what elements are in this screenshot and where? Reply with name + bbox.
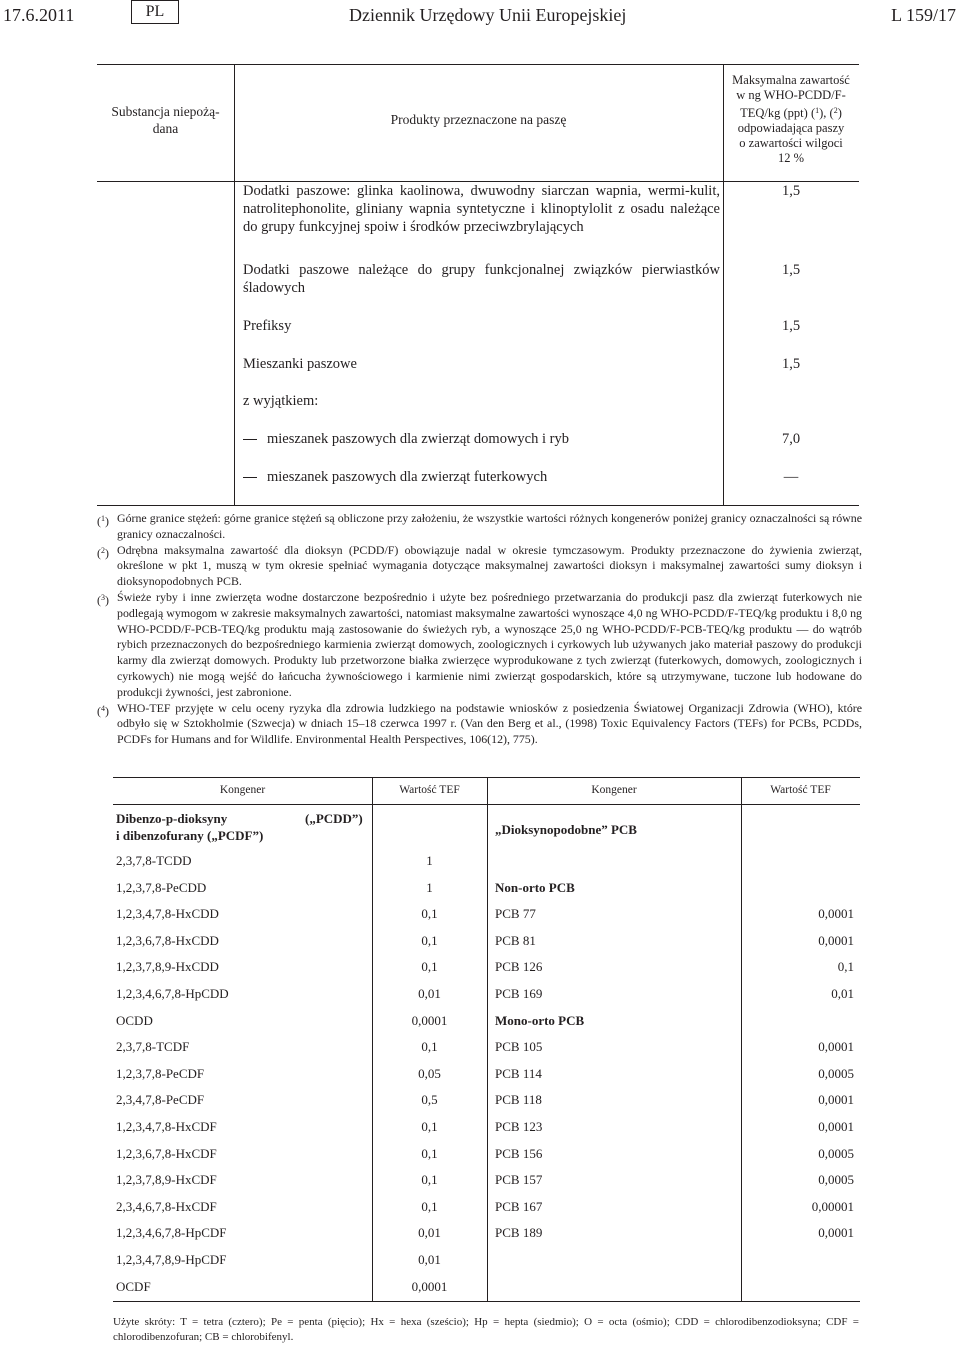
tef-value: 0,1: [421, 1172, 438, 1188]
page-header: [0, 0, 960, 34]
header-divider: [113, 804, 860, 805]
tef-value: 0,0005: [818, 1172, 854, 1188]
header-divider: [97, 181, 859, 182]
tef-value: 0,01: [418, 986, 441, 1001]
value-cell: 1,5: [781, 318, 801, 334]
value-cell: 1,5: [781, 183, 801, 199]
dash-marker: [243, 439, 257, 440]
header-max-content: Maksymalna zawartość w ng WHO-PCDD/F- TEQ/kg (ppt) ($^1$), ($^2$) odpowiadająca paszy o zawartości wilgoci 12 %: [732, 73, 850, 165]
dash-marker: [243, 477, 257, 478]
tef-value: 0,0001: [411, 1012, 448, 1028]
value-cell: 1,5: [781, 262, 801, 278]
header-tef-right: Wartość TEF: [770, 784, 831, 796]
congener-name: PCB 81: [495, 932, 536, 948]
tef-value: 0,0001: [818, 932, 854, 948]
congener-name: PCB 169: [495, 986, 543, 1001]
page-number: L 159/17: [891, 5, 956, 25]
product-cell: z wyjątkiem:: [243, 393, 319, 409]
congener-name: PCB 156: [495, 1145, 543, 1161]
footnote: ($^4$) WHO-TEF przyjęte w celu oceny ryzyka dla zdrowia ludzkiego na podstawie wniosków z posiedzenia Światowej Organizacji Zdrowia (WHO), które odbyło się w Sztokholmie (Szwecja) w dniach 15–18 czerwca 1997 r. (Van den Berg et al., (1998) Toxic Equivalency Factors (TEFs) for PCBs, PCDDs, PCDFs for Humans and for Wildlife. Environmental Health Perspectives, 106(12), 775).: [97, 700, 862, 747]
column-divider: [234, 65, 235, 505]
tef-value: 1: [426, 879, 433, 895]
tef-value: 0,1: [421, 906, 438, 922]
congener-name: PCB 118: [495, 1092, 542, 1108]
abbreviations-note: Użyte skróty: T = tetra (cztero); Pe = penta (pięcio); Hx = hexa (sześcio); Hp = hepta (siedmio); O = octa (ośmio); CDD = chlorodibenzodioksyna; CDF = chlorodibenzofuran; CB = chlorobifenyl.: [113, 1316, 859, 1343]
tef-table: [113, 777, 860, 1302]
congener-name: 1,2,3,7,8-PeCDD: [116, 879, 207, 895]
language-badge: PL: [131, 0, 179, 24]
column-divider: [487, 778, 488, 1301]
congener-name: 1,2,3,7,8-PeCDF: [116, 1065, 205, 1081]
tef-value: 0,0001: [818, 1039, 854, 1055]
header-congener-right: Kongener: [591, 784, 637, 796]
footnote: ($^2$) Odrębna maksymalna zawartość dla dioksyn (PCDD/F) obowiązuje nadal w okresie tymczasowym. Produkty przeznaczone do żywienia zwierząt, określone w pkt 1, muszą w tym okresie spełniać wymagania dotyczące maksymalnej zawartości dioksyn i maksymalnej zawartości sumy dioksyn i dioksynopodobnych PCB.: [97, 542, 862, 589]
congener-name: 2,3,7,8-TCDF: [116, 1039, 190, 1055]
tef-value: 0,00001: [811, 1198, 854, 1214]
product-cell: mieszanek paszowych dla zwierząt futerkowych: [243, 469, 720, 487]
congener-name: 1,2,3,7,8,9-HxCDF: [116, 1172, 217, 1188]
congener-name: PCB 189: [495, 1225, 543, 1241]
header-products: Produkty przeznaczone na paszę: [390, 112, 567, 127]
tef-value: 1: [426, 853, 433, 868]
congener-name: PCB 105: [495, 1039, 543, 1055]
tef-value: 0,1: [421, 959, 438, 975]
congener-name: 1,2,3,6,7,8-HxCDD: [116, 932, 219, 948]
congener-name: 1,2,3,7,8,9-HxCDD: [116, 959, 219, 975]
congener-name: PCB 157: [495, 1172, 543, 1188]
publication-date: 17.6.2011: [3, 5, 75, 25]
group-label: Mono-orto PCB: [495, 1012, 585, 1028]
tef-value: 0,0001: [818, 1092, 854, 1108]
footnote: ($^3$) Świeże ryby i inne zwierzęta wodne dostarczone bezpośrednio i użyte bez pośredniego przetwarzania do produkcji pasz dla zwierząt futerkowych nie podlegają wymogom w zakresie maksymalnych zawartości, natomiast maksymalne zawartości wynoszące 4,0 ng WHO-PCDD/F-TEQ/kg produktu i 8,0 ng WHO-PCDD/F-PCB-TEQ/kg produktu mają zastosowanie do świeżych ryb, a wynoszące 25,0 ng WHO-PCDD/F-PCB-TEQ/kg produktu — do wątrób rybich przeznaczonych do bezpośredniego karmienia zwierząt domowych, zoologicznych i cyrkowych lub używanych jako materiał paszowy do produkcji karmy dla zwierząt domowych. Produkty lub przetworzone białka zwierzęce wyprodukowane z tych zwierząt (futerkowych, domowych, zoologicznych i cyrkowych) nie mogą wejść do łańcucha żywnościowego i karmienie nimi zwierząt gospodarskich, które są utrzymywane, tuczone lub hodowane do produkcji żywności, jest zabronione.: [97, 589, 862, 699]
tef-value: 0,01: [418, 1252, 441, 1267]
tef-value: 0,1: [837, 959, 854, 975]
congener-name: PCB 126: [495, 959, 543, 975]
congener-name: PCB 167: [495, 1198, 543, 1214]
product-cell: Dodatki paszowe należące do grupy funkcjonalnej związków pierwiastków śladowych: [243, 262, 720, 296]
congener-name: 2,3,4,6,7,8-HxCDF: [116, 1198, 217, 1214]
tef-value: 0,0001: [818, 1225, 854, 1241]
congener-name: PCB 114: [495, 1065, 542, 1081]
tef-value: 0,1: [421, 1119, 438, 1134]
product-cell: Dodatki paszowe: glinka kaolinowa, dwuwodny siarczan wapnia, wermi-kulit, natrolitephonolite, gliniany wapnia syntetyczne i klinoptylolit z osadu należące do grupy funkcyjnej spoiw i środków przeciwzbrylających: [243, 183, 720, 235]
congener-name: 1,2,3,4,7,8,9-HpCDF: [116, 1252, 227, 1267]
congener-name: 2,3,4,7,8-PeCDF: [116, 1092, 205, 1108]
congener-name: 1,2,3,4,7,8-HxCDD: [116, 906, 219, 922]
product-cell: Mieszanki paszowe: [243, 356, 357, 372]
congener-name: OCDD: [116, 1012, 153, 1028]
tef-value: 0,0005: [818, 1145, 854, 1161]
header-substance: Substancja niepożą- dana: [111, 104, 220, 136]
header-tef-left: Wartość TEF: [399, 784, 460, 796]
congener-name: OCDF: [116, 1278, 151, 1294]
congener-name: 2,3,7,8-TCDD: [116, 853, 192, 868]
footnote: ($^1$) Górne granice stężeń: górne granice stężeń są obliczone przy założeniu, że wszystkie wartości różnych kongenerów poniżej granicy oznaczalności są równe granicy oznaczalności.: [97, 511, 862, 541]
congener-name: 1,2,3,4,6,7,8-HpCDF: [116, 1225, 227, 1241]
value-cell: —: [783, 469, 799, 485]
max-content-table: [97, 64, 859, 506]
value-cell: 7,0: [781, 431, 801, 447]
group-label: Non-orto PCB: [495, 879, 575, 895]
congener-name: PCB 123: [495, 1119, 543, 1134]
tef-value: 0,1: [421, 1145, 438, 1161]
tef-value: 0,0001: [411, 1278, 448, 1294]
tef-value: 0,05: [418, 1065, 441, 1081]
footnotes: [97, 511, 862, 748]
tef-value: 0,0001: [818, 1119, 854, 1134]
tef-value: 0,1: [421, 1198, 438, 1214]
congener-name: 1,2,3,4,6,7,8-HpCDD: [116, 986, 229, 1001]
congener-name: PCB 77: [495, 906, 536, 922]
tef-value: 0,0001: [818, 906, 854, 922]
tef-value: 0,0005: [818, 1065, 854, 1081]
congener-name: 1,2,3,4,7,8-HxCDF: [116, 1119, 217, 1134]
tef-value: 0,1: [421, 932, 438, 948]
tef-value: 0,5: [421, 1092, 438, 1108]
header-congener-left: Kongener: [219, 784, 266, 796]
group-label-pcdd-abbr: („PCDD”): [305, 811, 363, 826]
tef-value: 0,1: [421, 1039, 438, 1055]
group-label-pcdd: Dibenzo-p-dioksyny: [116, 811, 228, 826]
journal-title: Dziennik Urzędowy Unii Europejskiej: [349, 5, 627, 25]
tef-value: 0,01: [831, 986, 854, 1001]
value-cell: 1,5: [781, 356, 801, 372]
product-cell: mieszanek paszowych dla zwierząt domowych i ryb: [243, 431, 720, 449]
congener-name: 1,2,3,6,7,8-HxCDF: [116, 1145, 217, 1161]
tef-value: 0,01: [418, 1225, 441, 1241]
group-label-pcdf: i dibenzofurany („PCDF”): [116, 828, 264, 843]
group-label-dl-pcb: „Dioksynopodobne” PCB: [495, 822, 637, 837]
product-cell: Prefiksy: [243, 318, 292, 334]
